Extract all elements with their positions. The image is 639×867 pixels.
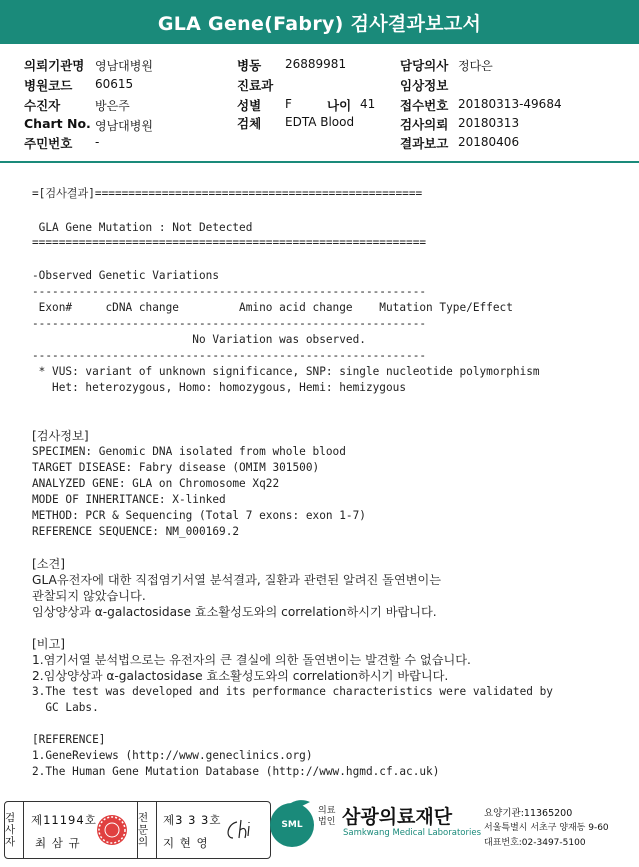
patient-info-header bbox=[0, 52, 639, 154]
label-patient: 수진자 bbox=[24, 98, 61, 113]
value-hospital-code: 60615 bbox=[95, 77, 134, 91]
label-receipt-no: 접수번호 bbox=[400, 98, 449, 113]
label-sex: 성별 bbox=[237, 98, 262, 113]
reference-sequence-line: REFERENCE SEQUENCE: NM_000169.2 bbox=[32, 525, 240, 538]
label-doctor: 담당의사 bbox=[400, 58, 449, 73]
org-address: 서울특별시 서초구 양재동 9-60 bbox=[484, 823, 609, 833]
value-sex: F bbox=[285, 97, 292, 111]
finding-line-2: 관찰되지 않았습니다. bbox=[32, 589, 146, 603]
report-title: GLA Gene(Fabry) 검사결과보고서 bbox=[157, 12, 482, 35]
target-disease-line: TARGET DISEASE: Fabry disease (OMIM 301500) bbox=[32, 461, 320, 474]
label-resident-no: 주민번호 bbox=[24, 136, 73, 151]
signature-box bbox=[4, 801, 271, 859]
rule-dash-2: ----------------------------------------------------------- bbox=[32, 317, 427, 330]
label-age: 나이 bbox=[327, 98, 352, 113]
value-age: 41 bbox=[360, 97, 376, 111]
value-patient: 방은주 bbox=[95, 99, 130, 113]
remark-header: [비고] bbox=[32, 637, 66, 651]
rule-dash-3: ----------------------------------------------------------- bbox=[32, 349, 427, 362]
label-hospital-code: 병원코드 bbox=[24, 78, 73, 93]
value-report-date: 20180406 bbox=[458, 135, 520, 149]
value-specimen: EDTA Blood bbox=[285, 115, 355, 129]
value-receipt-no: 20180313-49684 bbox=[458, 97, 562, 111]
report-footer bbox=[0, 798, 639, 867]
examiner-name: 최 삼 규 bbox=[35, 836, 81, 850]
label-institution: 의뢰기관명 bbox=[24, 58, 85, 73]
examiner-seal-icon bbox=[97, 815, 127, 845]
remark-line-3a: 3.The test was developed and its performance characteristics were validated by bbox=[32, 685, 553, 698]
result-section-header: =[검사결과]================================================= bbox=[32, 187, 423, 200]
specimen-line: SPECIMEN: Genomic DNA isolated from whole blood bbox=[32, 445, 346, 458]
report-body bbox=[32, 186, 632, 778]
examiner-label: 검사자 bbox=[5, 802, 24, 858]
reference-line-1: 1.GeneReviews (http://www.geneclinics.org) bbox=[32, 749, 313, 762]
specialist-name: 지 현 영 bbox=[163, 836, 209, 850]
remark-line-1: 1.염기서열 분석법으로는 유전자의 큰 결실에 의한 돌연변이는 발견할 수 없습니다. bbox=[32, 653, 471, 667]
value-chart-no: 영남대병원 bbox=[95, 119, 153, 133]
label-specimen: 검체 bbox=[237, 116, 262, 131]
rule-dash-1: ----------------------------------------------------------- bbox=[32, 285, 427, 298]
mutation-result: GLA Gene Mutation : Not Detected bbox=[32, 221, 253, 234]
label-chart-no: Chart No. bbox=[24, 116, 91, 131]
value-doctor: 정다은 bbox=[458, 59, 493, 73]
finding-line-3: 임상양상과 α-galactosidase 효소활성도와의 correlation하시기 바랍니다. bbox=[32, 605, 437, 619]
org-phone: 대표번호:02-3497-5100 bbox=[484, 838, 586, 848]
value-request-date: 20180313 bbox=[458, 116, 520, 130]
value-institution: 영남대병원 bbox=[95, 59, 153, 73]
specialist-license-no: 제3 3 3호 bbox=[163, 813, 222, 827]
label-report-date: 결과보고 bbox=[400, 136, 449, 151]
nursing-code: 요양기관:11365200 bbox=[484, 808, 573, 819]
value-resident-no: - bbox=[95, 135, 100, 149]
org-prefix: 의료법인 bbox=[318, 806, 336, 827]
label-request-date: 검사의뢰 bbox=[400, 117, 449, 132]
test-info-header: [검사정보] bbox=[32, 429, 89, 443]
rule-equals: =========================================================== bbox=[32, 236, 427, 249]
report-title-bar bbox=[0, 0, 639, 44]
no-variation-message: No Variation was observed. bbox=[32, 333, 366, 346]
remark-line-3b: GC Labs. bbox=[32, 701, 99, 714]
label-clinical-info: 임상정보 bbox=[400, 78, 449, 93]
finding-header: [소견] bbox=[32, 557, 66, 571]
abbreviation-note-2: Het: heterozygous, Homo: homozygous, Hemi: hemizygous bbox=[32, 381, 407, 394]
label-ward: 병동 bbox=[237, 58, 262, 73]
specialist-label: 전문의 bbox=[137, 802, 157, 858]
finding-line-1: GLA유전자에 대한 직접염기서열 분석결과, 질환과 관련된 알려진 돌연변이는 bbox=[32, 573, 442, 587]
logo-leaf-icon bbox=[276, 798, 316, 814]
org-english-name: Samkwang Medical Laboratories bbox=[343, 828, 482, 838]
abbreviation-note-1: * VUS: variant of unknown significance, SNP: single nucleotide polymorphism bbox=[32, 365, 540, 378]
observed-variations-header: -Observed Genetic Variations bbox=[32, 269, 220, 282]
sml-logo-icon: SML bbox=[270, 803, 314, 847]
reference-header: [REFERENCE] bbox=[32, 733, 106, 746]
remark-line-2: 2.임상양상과 α-galactosidase 효소활성도와의 correlation하시기 바랍니다. bbox=[32, 669, 449, 683]
value-ward: 26889981 bbox=[285, 57, 347, 71]
header-divider bbox=[0, 161, 639, 163]
label-department: 진료과 bbox=[237, 78, 274, 93]
reference-line-2: 2.The Human Gene Mutation Database (http://www.hgmd.cf.ac.uk) bbox=[32, 765, 440, 778]
analyzed-gene-line: ANALYZED GENE: GLA on Chromosome Xq22 bbox=[32, 477, 280, 490]
inheritance-line: MODE OF INHERITANCE: X-linked bbox=[32, 493, 226, 506]
specialist-signature-icon bbox=[223, 816, 257, 844]
variation-table-columns: Exon# cDNA change Amino acid change Mutation Type/Effect bbox=[32, 301, 513, 314]
org-name: 삼광의료재단 bbox=[342, 806, 453, 828]
method-line: METHOD: PCR & Sequencing (Total 7 exons: exon 1-7) bbox=[32, 509, 366, 522]
examiner-license-no: 제11194호 bbox=[31, 813, 97, 827]
